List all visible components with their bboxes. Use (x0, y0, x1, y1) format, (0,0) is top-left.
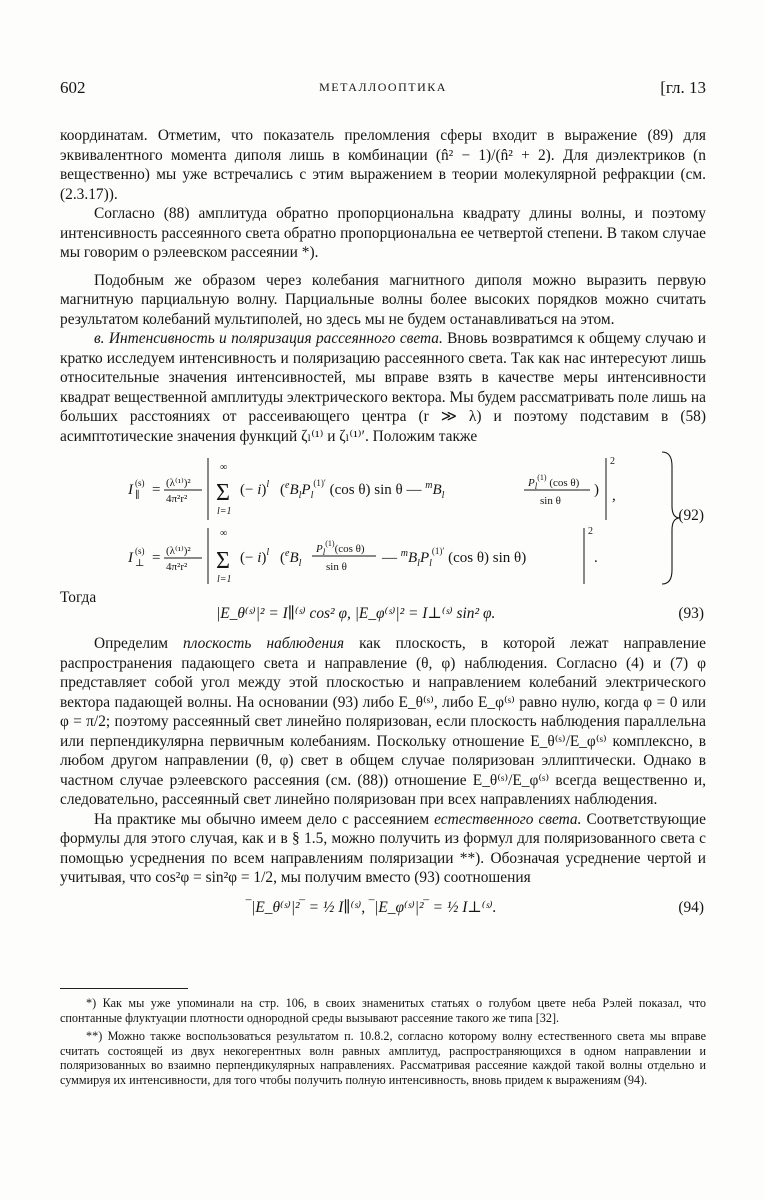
svg-text:l=1: l=1 (217, 574, 232, 585)
equation-92-number: (92) (678, 507, 704, 524)
svg-text:4π²r²: 4π²r² (166, 493, 188, 505)
paragraph-1: координатам. Отметим, что показатель преломления сферы входит в выражение (89) для эквивалентного момента диполя лишь в комбинации (n̂² − 1)/(n̂² + 2). Для диэлектриков (n вещественно) мы уже встречались с этим выражением в теории молекулярной рефракции (см. (2.3.17)). (60, 127, 706, 203)
svg-text:∞: ∞ (220, 528, 228, 539)
footnote-1: *) Как мы уже упоминали на стр. 106, в своих знаменитых статьях о голубом цвете неба Рэлей показал, что спонтанные флуктуации плотности однородной среды вызывают рассеяние такого же типа [32]. (60, 996, 706, 1025)
svg-text:(s): (s) (135, 478, 145, 488)
svg-text:l=1: l=1 (217, 506, 232, 517)
svg-text:Pl(1)(cos θ): $P_l^{(1)}(\cos$ θ) (316, 539, 365, 557)
svg-text:=: = (152, 550, 161, 566)
svg-text:∞: ∞ (220, 462, 228, 473)
svg-text:(− i)l: (− i)$^l$ (240, 547, 270, 566)
svg-text:∥: ∥ (135, 490, 140, 501)
svg-text:(eBl: ($^eB_l$ (280, 548, 302, 569)
svg-text:(− i)l: (− i)$^l$ (240, 479, 270, 498)
svg-text:.: . (594, 550, 598, 566)
svg-text:): ) (594, 482, 599, 498)
svg-text:4π²r²: 4π²r² (166, 561, 188, 573)
natural-light-term: естественного света. (434, 810, 582, 828)
paragraph-4 (60, 329, 706, 446)
footnote-rule (60, 988, 188, 989)
svg-text:(λ⁽¹⁾)²: (λ⁽¹⁾)² (166, 545, 191, 557)
then-label: Тогда (60, 589, 97, 606)
paragraph-5 (60, 634, 706, 810)
svg-text:sin θ: sin θ (540, 495, 561, 507)
svg-text:,: , (612, 488, 616, 504)
running-title: МЕТАЛЛООПТИКА (319, 80, 447, 94)
svg-text:=: = (152, 482, 161, 498)
svg-text:(s): (s) (135, 546, 145, 556)
page-number: 602 (60, 78, 86, 97)
main-text (60, 126, 706, 932)
svg-text:I: I (128, 550, 133, 566)
running-header (60, 78, 706, 102)
svg-text:⊥: ⊥ (135, 558, 145, 569)
equation-92 (60, 448, 706, 586)
paragraph-3: Подобным же образом через колебания магнитного диполя можно выразить первую магнитную парциальную волну. Парциальные волны более высоких порядков можно считать результатом колебаний мультиполей, но здесь мы не будем останавливаться на этом. (60, 271, 706, 328)
paragraph-4-text: Вновь возвратимся к общему случаю и кратко исследуем интенсивность и поляризацию рассеянного света. Так как нас интересуют лишь относительные значения интенсивностей, мы вправе взять в качестве меры интенсивности квадрат вещественной амплитуды электрического вектора. Мы будем рассматривать поле лишь на больших расстояниях от рассеивающего центра (r ≫ λ) и поэтому подставим в (58) асимптотические значения функций ζₗ⁽¹⁾ и ζₗ⁽¹⁾′. Положим также (60, 330, 706, 445)
paragraph-6-start: На практике мы обычно имеем дело с рассеянием (94, 810, 435, 828)
footnotes (60, 996, 706, 1088)
equation-93-number: (93) (678, 605, 704, 622)
svg-text:— mBlPl(1)′ (cos θ) sin θ): — $^mB_lP_l^{(1)'}$ (cos θ) sin θ) (382, 546, 527, 569)
paragraph-5-start: Определим (94, 635, 184, 652)
section-label: в. Интенсивность и поляризация рассеянного света. (94, 330, 443, 347)
svg-text:2: 2 (610, 456, 615, 467)
svg-text:Pl(1) (cos θ): $P_l^{(1)}$ (cos θ) (528, 473, 580, 491)
svg-text:Σ: Σ (216, 480, 230, 506)
chapter-label: [гл. 13 (660, 78, 706, 97)
svg-text:2: 2 (588, 526, 593, 537)
equation-93-formula: |E_θ⁽ˢ⁾|² = I∥⁽ˢ⁾ cos² φ, |E_φ⁽ˢ⁾|² = I⊥⁽ˢ⁾ sin² φ. (216, 605, 496, 622)
footnote-2: **) Можно также воспользоваться результатом п. 10.8.2, согласно которому волну естественного света мы вправе считать состоящей из двух некогерентных волн равных амплитуд, распространяющихся в одном направлении и поляризованных во взаимно перпендикулярных направлениях. Рассматривая рассеяние каждой такой волны отдельно и суммируя их интенсивности, для того чтобы получить полную интенсивность, вновь придем к выражениям (94). (60, 1029, 706, 1087)
paragraph-2: Согласно (88) амплитуда обратно пропорциональна квадрату длины волны, и поэтому интенсивность рассеянного света обратно пропорциональна ее четвертой степени. В таком случае мы говорим о рэлеевском рассеянии *). (60, 205, 706, 261)
equation-93 (60, 586, 706, 626)
equation-92-formula (120, 448, 680, 586)
observation-plane-term: плоскость наблюдения (183, 635, 345, 652)
svg-text:I: I (128, 482, 133, 498)
svg-text:(eBlPl(1)′ (cos θ) sin θ — mBl: ($^eB_lP_l^{(1)'}$ (cos θ) sin θ — $^mB_l$ (280, 478, 445, 501)
equation-94-number: (94) (678, 898, 704, 916)
svg-text:sin θ: sin θ (326, 561, 347, 573)
paragraph-6 (60, 810, 706, 888)
svg-text:Σ: Σ (216, 548, 230, 574)
svg-text:(λ⁽¹⁾)²: (λ⁽¹⁾)² (166, 477, 191, 489)
paragraph-6-text: Соответствующие формулы для этого случая, как и в § 1.5, можно получить из формул для поляризованного света с помощью усреднения по всем направлениям поляризации **). Обозначая усреднение чертой и учитывая, что cos²φ = sin²φ = 1/2, мы получим вместо (93) соотношения (60, 810, 706, 886)
equation-94 (60, 888, 706, 932)
paragraph-5-text: как плоскость, в которой лежат направление распространения падающего света и направление (θ, φ) наблюдения. Согласно (4) и (7) φ представляет собой угол между этой плоскостью и направлением колебаний электрического вектора падающей волны. На основании (93) либо E_θ⁽ˢ⁾, либо E_φ⁽ˢ⁾ равно нулю, когда φ = 0 или φ = π/2; поэтому рассеянный свет линейно поляризован, если плоскость наблюдения параллельна или перпендикулярна первичным колебаниям. Поскольку отношение E_θ⁽ˢ⁾/E_φ⁽ˢ⁾ комплексно, в любом другом направлении (θ, φ) свет в общем случае поляризован эллиптически. Однако в частном случае рэлеевского рассеяния (см. (88)) отношение E_θ⁽ˢ⁾/E_φ⁽ˢ⁾ всегда вещественно и, следовательно, рассеянный свет линейно поляризован при всех направлениях наблюдения. (60, 635, 706, 808)
equation-94-formula: ‾|E_θ⁽ˢ⁾|²‾ = ½ I∥⁽ˢ⁾, ‾|E_φ⁽ˢ⁾|²‾ = ½ I⊥⁽ˢ⁾. (246, 898, 497, 916)
